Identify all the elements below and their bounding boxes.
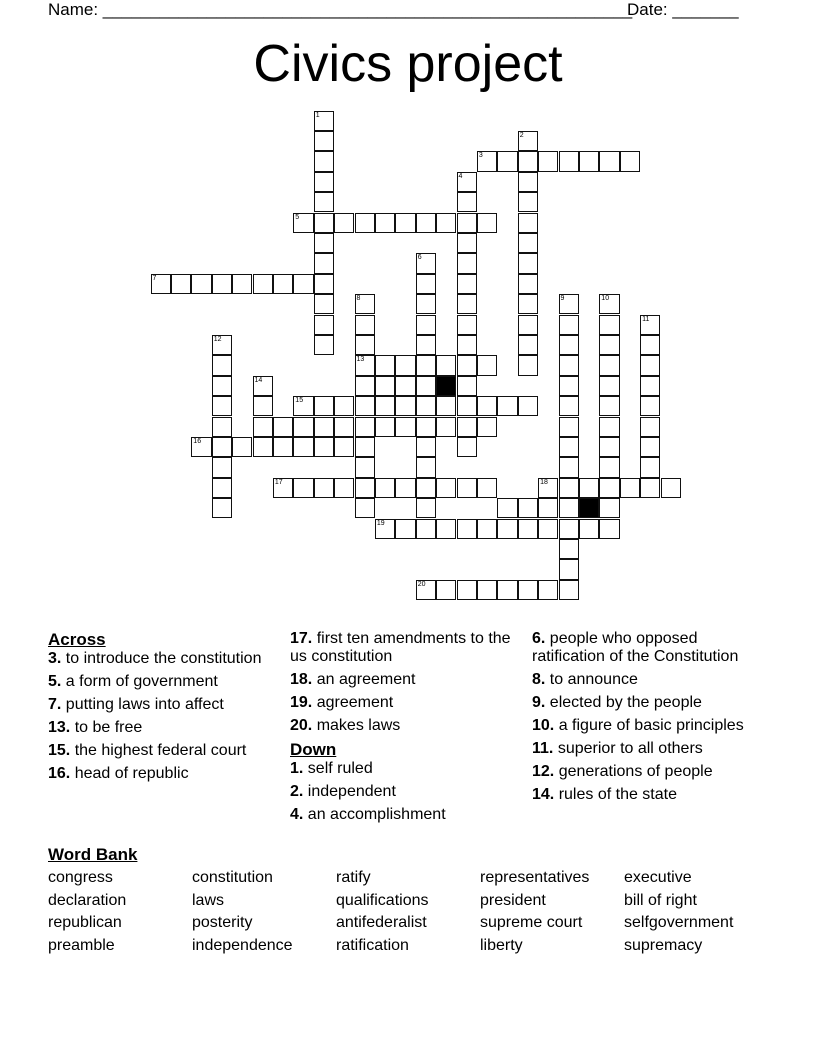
grid-cell[interactable]	[416, 335, 436, 355]
grid-cell[interactable]	[375, 417, 395, 437]
grid-cell[interactable]	[518, 253, 538, 273]
grid-cell[interactable]	[477, 396, 497, 416]
clue-number: 5	[295, 213, 300, 221]
grid-cell[interactable]	[212, 396, 232, 416]
grid-cell[interactable]	[416, 355, 436, 375]
clue-text: the highest federal court	[74, 742, 247, 759]
grid-cell[interactable]	[191, 274, 211, 294]
grid-cell[interactable]	[457, 437, 477, 457]
clue-number: 8	[356, 295, 361, 303]
grid-cell[interactable]	[599, 478, 619, 498]
clue-item	[532, 630, 772, 666]
clue-text: head of republic	[74, 765, 189, 782]
clue-text: an accomplishment	[307, 806, 446, 823]
clue-number: 12	[213, 335, 222, 343]
grid-cell[interactable]	[375, 396, 395, 416]
grid-cell[interactable]	[559, 519, 579, 539]
black-square	[436, 376, 456, 396]
across-clues	[48, 630, 288, 788]
grid-cell[interactable]	[599, 396, 619, 416]
grid-cell[interactable]	[436, 417, 456, 437]
down-heading: Down	[290, 740, 337, 759]
grid-cell[interactable]	[640, 417, 660, 437]
grid-cell[interactable]	[559, 315, 579, 335]
clue-item	[290, 671, 530, 689]
grid-cell[interactable]	[253, 437, 273, 457]
word-bank-row	[48, 868, 788, 891]
grid-cell[interactable]	[457, 376, 477, 396]
clue-number: 19	[376, 519, 385, 527]
clue-item	[532, 717, 772, 735]
grid-cell[interactable]	[395, 213, 415, 233]
grid-cell[interactable]	[599, 315, 619, 335]
word-bank-word: qualifications	[336, 891, 429, 909]
grid-cell[interactable]	[334, 213, 354, 233]
grid-cell[interactable]	[457, 519, 477, 539]
grid-cell[interactable]	[212, 376, 232, 396]
clue-number: 20	[417, 580, 426, 588]
clue-number: 3	[478, 152, 483, 160]
grid-cell[interactable]	[314, 233, 334, 253]
grid-cell[interactable]	[477, 580, 497, 600]
clue-text: a figure of basic principles	[558, 717, 744, 734]
grid-cell[interactable]	[314, 437, 334, 457]
grid-cell[interactable]	[518, 233, 538, 253]
grid-cell[interactable]	[518, 519, 538, 539]
grid-cell[interactable]	[599, 355, 619, 375]
clue-item	[48, 673, 288, 691]
clue-number: 17	[274, 478, 283, 486]
word-bank-word: bill of right	[624, 891, 697, 909]
word-bank-word: antifederalist	[336, 914, 427, 931]
grid-cell[interactable]	[212, 417, 232, 437]
grid-cell[interactable]	[599, 417, 619, 437]
clue-item	[532, 740, 772, 758]
grid-cell[interactable]	[559, 457, 579, 477]
grid-cell[interactable]	[599, 437, 619, 457]
grid-cell[interactable]	[518, 355, 538, 375]
word-bank-word: supremacy	[624, 936, 703, 954]
word-bank-row	[48, 913, 788, 936]
grid-cell[interactable]	[314, 172, 334, 192]
grid-cell[interactable]	[518, 315, 538, 335]
word-bank-word: representatives	[480, 869, 590, 886]
grid-cell[interactable]	[620, 478, 640, 498]
grid-cell[interactable]	[640, 335, 660, 355]
grid-cell[interactable]	[293, 437, 313, 457]
word-bank-word: ratification	[336, 936, 409, 954]
grid-cell[interactable]	[171, 274, 191, 294]
clue-number: 18	[540, 478, 548, 486]
grid-cell[interactable]	[477, 213, 497, 233]
clue-text: superior to all others	[557, 740, 703, 757]
grid-cell[interactable]	[375, 213, 395, 233]
clue-number: 14	[254, 376, 263, 384]
grid-cell[interactable]	[355, 457, 375, 477]
grid-cell[interactable]	[375, 478, 395, 498]
grid-cell[interactable]	[355, 417, 375, 437]
clue-number-label: 19.	[290, 694, 313, 711]
clue-text: first ten amendments to the us constitution	[290, 630, 511, 665]
clue-number-label: 17.	[290, 630, 313, 647]
grid-cell[interactable]	[395, 355, 415, 375]
grid-cell[interactable]	[395, 519, 415, 539]
clue-text: to introduce the constitution	[65, 650, 262, 667]
grid-cell[interactable]	[416, 315, 436, 335]
grid-cell[interactable]	[293, 478, 313, 498]
grid-cell[interactable]	[212, 498, 232, 518]
grid-cell[interactable]	[314, 274, 334, 294]
clue-number-label: 6.	[532, 630, 546, 647]
grid-cell[interactable]	[518, 580, 538, 600]
word-bank-heading: Word Bank	[48, 845, 138, 864]
grid-cell[interactable]	[314, 213, 334, 233]
grid-cell[interactable]	[457, 478, 477, 498]
grid-cell[interactable]	[314, 396, 334, 416]
clue-number-label: 14.	[532, 786, 555, 803]
grid-cell[interactable]	[538, 580, 558, 600]
word-bank-word: laws	[192, 891, 225, 909]
grid-cell[interactable]	[416, 417, 436, 437]
clue-text: makes laws	[316, 717, 401, 734]
grid-cell[interactable]	[457, 396, 477, 416]
grid-cell[interactable]	[497, 396, 517, 416]
grid-cell[interactable]	[559, 580, 579, 600]
grid-cell[interactable]	[457, 274, 477, 294]
grid-cell[interactable]	[355, 213, 375, 233]
grid-cell[interactable]	[518, 498, 538, 518]
grid-cell[interactable]	[518, 192, 538, 212]
clue-item	[290, 630, 530, 666]
clue-item	[48, 765, 288, 783]
word-bank	[48, 845, 788, 958]
clue-number-label: 12.	[532, 763, 555, 780]
across-down-clues	[290, 630, 530, 829]
grid-cell[interactable]	[620, 151, 640, 171]
grid-cell[interactable]	[518, 294, 538, 314]
clue-text: an agreement	[316, 671, 416, 688]
grid-cell[interactable]	[416, 519, 436, 539]
word-bank-word: supreme court	[480, 914, 583, 931]
grid-cell[interactable]	[640, 355, 660, 375]
clue-number: 16	[193, 437, 202, 445]
grid-cell[interactable]	[457, 233, 477, 253]
grid-cell[interactable]	[477, 355, 497, 375]
grid-cell[interactable]	[273, 274, 293, 294]
grid-cell[interactable]	[599, 335, 619, 355]
grid-cell[interactable]	[477, 519, 497, 539]
clue-item	[290, 717, 530, 735]
grid-cell[interactable]	[640, 457, 660, 477]
clue-text: rules of the state	[558, 786, 677, 803]
black-square	[579, 498, 599, 518]
grid-cell[interactable]	[518, 396, 538, 416]
clue-item	[532, 671, 772, 689]
word-bank-word: preamble	[48, 936, 115, 954]
clue-item	[290, 806, 530, 824]
clue-text: putting laws into affect	[65, 696, 224, 713]
clue-text: a form of government	[65, 673, 218, 690]
clue-text: self ruled	[307, 760, 373, 777]
clue-item	[532, 763, 772, 781]
grid-cell[interactable]	[477, 417, 497, 437]
clue-item	[48, 696, 288, 714]
word-bank-row	[48, 891, 788, 914]
grid-cell[interactable]	[395, 417, 415, 437]
grid-cell[interactable]	[640, 396, 660, 416]
grid-cell[interactable]	[640, 437, 660, 457]
clue-text: to be free	[74, 719, 143, 736]
clue-item	[48, 719, 288, 737]
grid-cell[interactable]	[314, 131, 334, 151]
clue-item	[532, 786, 772, 804]
grid-cell[interactable]	[355, 376, 375, 396]
grid-cell[interactable]	[497, 580, 517, 600]
word-bank-word: president	[480, 891, 546, 909]
grid-cell[interactable]	[293, 417, 313, 437]
grid-cell[interactable]	[232, 274, 252, 294]
clue-number-label: 7.	[48, 696, 62, 713]
clue-number-label: 15.	[48, 742, 71, 759]
clue-number-label: 10.	[532, 717, 555, 734]
grid-cell[interactable]	[314, 478, 334, 498]
grid-cell[interactable]	[416, 213, 436, 233]
grid-cell[interactable]	[416, 498, 436, 518]
clue-item	[532, 694, 772, 712]
grid-cell[interactable]	[436, 396, 456, 416]
grid-cell[interactable]	[416, 396, 436, 416]
word-bank-word: independence	[192, 936, 293, 954]
grid-cell[interactable]	[355, 437, 375, 457]
grid-cell[interactable]	[559, 355, 579, 375]
grid-cell[interactable]	[457, 192, 477, 212]
grid-cell[interactable]	[599, 151, 619, 171]
grid-cell[interactable]	[640, 478, 660, 498]
grid-cell[interactable]	[212, 274, 232, 294]
grid-cell[interactable]	[355, 396, 375, 416]
grid-cell[interactable]	[314, 192, 334, 212]
grid-cell[interactable]	[416, 478, 436, 498]
grid-cell[interactable]	[559, 498, 579, 518]
clue-number-label: 11.	[532, 740, 554, 757]
clue-number: 7	[152, 274, 157, 282]
clue-number: 1	[315, 111, 320, 119]
clue-number: 9	[560, 295, 565, 303]
grid-cell[interactable]	[559, 151, 579, 171]
grid-cell[interactable]	[559, 437, 579, 457]
grid-cell[interactable]	[497, 498, 517, 518]
clue-number-label: 3.	[48, 650, 62, 667]
grid-cell[interactable]	[497, 519, 517, 539]
grid-cell[interactable]	[355, 498, 375, 518]
grid-cell[interactable]	[436, 478, 456, 498]
grid-cell[interactable]	[314, 151, 334, 171]
grid-cell[interactable]	[457, 294, 477, 314]
grid-cell[interactable]	[518, 213, 538, 233]
clue-number-label: 8.	[532, 671, 546, 688]
word-bank-word: posterity	[192, 914, 253, 931]
grid-cell[interactable]	[436, 355, 456, 375]
word-bank-word: constitution	[192, 869, 273, 886]
clue-number-label: 20.	[290, 717, 313, 734]
clue-text: elected by the people	[549, 694, 702, 711]
grid-cell[interactable]	[599, 376, 619, 396]
word-bank-word: republican	[48, 914, 122, 931]
grid-cell[interactable]	[538, 519, 558, 539]
grid-cell[interactable]	[334, 396, 354, 416]
grid-cell[interactable]	[212, 355, 232, 375]
grid-cell[interactable]	[559, 396, 579, 416]
word-bank-word: declaration	[48, 891, 127, 909]
word-bank-word: ratify	[336, 869, 371, 886]
grid-cell[interactable]	[436, 213, 456, 233]
grid-cell[interactable]	[314, 335, 334, 355]
clue-number-label: 4.	[290, 806, 304, 823]
word-bank-word: selfgovernment	[624, 914, 734, 931]
grid-cell[interactable]	[355, 478, 375, 498]
word-bank-word: congress	[48, 869, 113, 886]
clue-text: independent	[307, 783, 396, 800]
clue-number-label: 1.	[290, 760, 304, 777]
grid-cell[interactable]	[375, 376, 395, 396]
grid-cell[interactable]	[416, 457, 436, 477]
grid-cell[interactable]	[559, 478, 579, 498]
clue-number: 13	[356, 356, 365, 364]
grid-cell[interactable]	[416, 294, 436, 314]
page-title: Civics project	[253, 35, 563, 93]
grid-cell[interactable]	[559, 559, 579, 579]
grid-cell[interactable]	[253, 274, 273, 294]
clue-text: people who opposed ratification of the Constitution	[532, 630, 739, 665]
grid-cell[interactable]	[334, 478, 354, 498]
grid-cell[interactable]	[538, 498, 558, 518]
clue-number-label: 18.	[290, 671, 313, 688]
grid-cell[interactable]	[579, 478, 599, 498]
clue-number: 11	[642, 315, 650, 323]
clue-number-label: 9.	[532, 694, 546, 711]
grid-cell[interactable]	[314, 417, 334, 437]
clue-number-label: 2.	[290, 783, 304, 800]
clue-item	[290, 783, 530, 801]
clue-number: 6	[417, 254, 422, 262]
clue-number-label: 13.	[48, 719, 71, 736]
grid-cell[interactable]	[518, 172, 538, 192]
grid-cell[interactable]	[518, 335, 538, 355]
clue-text: agreement	[316, 694, 394, 711]
clue-number: 15	[295, 397, 304, 405]
grid-cell[interactable]	[661, 478, 681, 498]
grid-cell[interactable]	[212, 457, 232, 477]
grid-cell[interactable]	[416, 376, 436, 396]
grid-cell[interactable]	[497, 151, 517, 171]
grid-cell[interactable]	[559, 417, 579, 437]
clue-number: 2	[519, 131, 524, 139]
grid-cell[interactable]	[518, 151, 538, 171]
grid-cell[interactable]	[273, 417, 293, 437]
grid-cell[interactable]	[559, 335, 579, 355]
grid-cell[interactable]	[457, 253, 477, 273]
grid-cell[interactable]	[579, 519, 599, 539]
grid-cell[interactable]	[212, 478, 232, 498]
clue-item	[290, 760, 530, 778]
grid-cell[interactable]	[334, 437, 354, 457]
grid-cell[interactable]	[518, 274, 538, 294]
grid-cell[interactable]	[436, 519, 456, 539]
grid-cell[interactable]	[375, 355, 395, 375]
clue-number: 10	[601, 295, 610, 303]
word-bank-word: executive	[624, 869, 692, 886]
down-clues	[532, 630, 772, 809]
grid-cell[interactable]	[559, 539, 579, 559]
grid-cell[interactable]	[355, 335, 375, 355]
grid-cell[interactable]	[436, 580, 456, 600]
grid-cell[interactable]	[477, 478, 497, 498]
grid-cell[interactable]	[457, 315, 477, 335]
word-bank-word: liberty	[480, 936, 523, 954]
grid-cell[interactable]	[559, 376, 579, 396]
grid-cell[interactable]	[457, 355, 477, 375]
grid-cell[interactable]	[273, 437, 293, 457]
clue-item	[48, 650, 288, 668]
grid-cell[interactable]	[253, 417, 273, 437]
clue-number-label: 5.	[48, 673, 62, 690]
clue-item	[290, 694, 530, 712]
grid-cell[interactable]	[457, 580, 477, 600]
grid-cell[interactable]	[253, 396, 273, 416]
grid-cell[interactable]	[395, 376, 415, 396]
grid-cell[interactable]	[334, 417, 354, 437]
grid-cell[interactable]	[538, 151, 558, 171]
date-field[interactable]: Date: _______	[627, 0, 739, 19]
grid-cell[interactable]	[355, 315, 375, 335]
name-field[interactable]: Name: ________________________________________________________	[48, 0, 633, 19]
grid-cell[interactable]	[599, 519, 619, 539]
grid-cell[interactable]	[640, 376, 660, 396]
grid-cell[interactable]	[457, 417, 477, 437]
grid-cell[interactable]	[599, 457, 619, 477]
grid-cell[interactable]	[457, 335, 477, 355]
grid-cell[interactable]	[599, 498, 619, 518]
clue-number-label: 16.	[48, 765, 71, 782]
clue-item	[48, 742, 288, 760]
grid-cell[interactable]	[416, 437, 436, 457]
grid-cell[interactable]	[395, 396, 415, 416]
grid-cell[interactable]	[457, 213, 477, 233]
grid-cell[interactable]	[416, 274, 436, 294]
grid-cell[interactable]	[314, 294, 334, 314]
grid-cell[interactable]	[293, 274, 313, 294]
grid-cell[interactable]	[314, 315, 334, 335]
word-bank-row	[48, 936, 788, 959]
across-heading: Across	[48, 630, 106, 649]
grid-cell[interactable]	[395, 478, 415, 498]
grid-cell[interactable]	[579, 151, 599, 171]
grid-cell[interactable]	[212, 437, 232, 457]
clue-text: to announce	[549, 671, 638, 688]
grid-cell[interactable]	[314, 253, 334, 273]
clue-number: 4	[458, 172, 463, 180]
grid-cell[interactable]	[232, 437, 252, 457]
clue-text: generations of people	[558, 763, 713, 780]
